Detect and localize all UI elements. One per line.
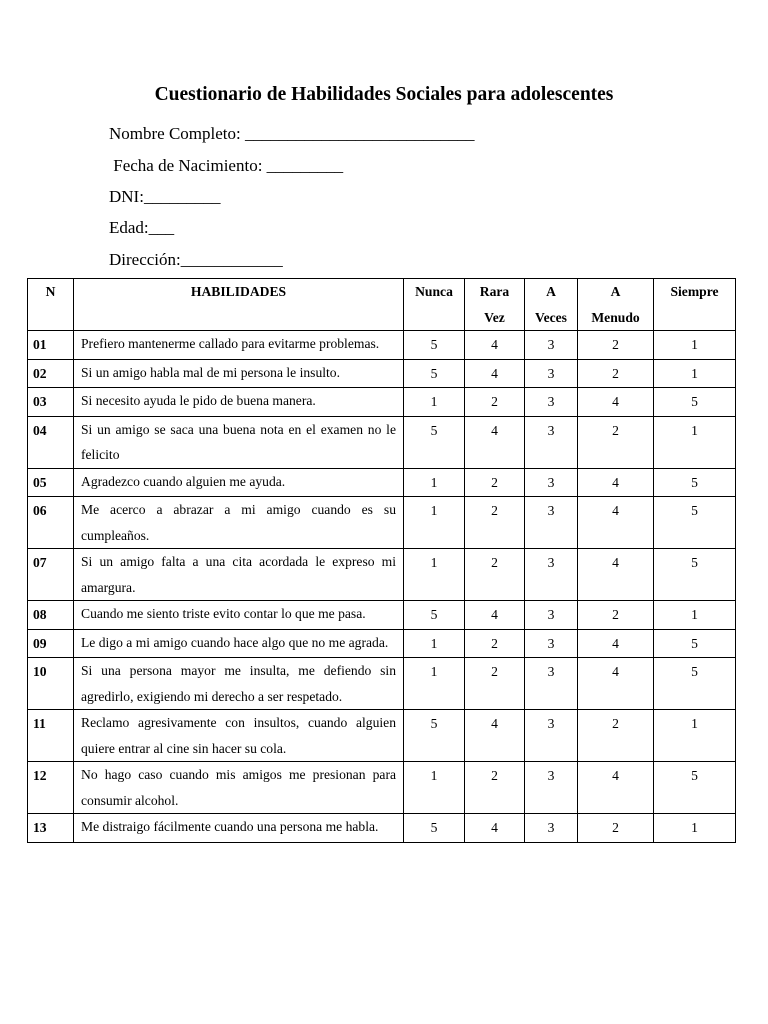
row-number: 04 (28, 416, 74, 468)
row-score-cell[interactable]: 5 (654, 629, 736, 658)
row-score-cell[interactable]: 3 (525, 359, 578, 388)
row-score-cell[interactable]: 2 (465, 629, 525, 658)
header-rara-vez-line2: Vez (484, 309, 505, 325)
row-score-cell[interactable]: 5 (654, 468, 736, 497)
row-habilidad-text: Me acerco a abrazar a mi amigo cuando es su cumpleaños. (74, 497, 404, 549)
row-number: 12 (28, 762, 74, 814)
row-score-cell[interactable]: 4 (578, 468, 654, 497)
row-score-cell[interactable]: 3 (525, 549, 578, 601)
row-number: 02 (28, 359, 74, 388)
table-row (28, 549, 736, 601)
row-score-cell[interactable]: 4 (578, 762, 654, 814)
header-rara-vez (465, 279, 525, 331)
row-habilidad-text: Si necesito ayuda le pido de buena manera. (74, 388, 404, 417)
row-score-cell[interactable]: 2 (578, 331, 654, 360)
row-score-cell[interactable]: 2 (578, 814, 654, 843)
row-score-cell[interactable]: 2 (465, 497, 525, 549)
row-score-cell[interactable]: 5 (404, 416, 465, 468)
row-number: 06 (28, 497, 74, 549)
row-score-cell[interactable]: 1 (404, 658, 465, 710)
row-number: 01 (28, 331, 74, 360)
row-score-cell[interactable]: 2 (578, 710, 654, 762)
row-habilidad-text: Si un amigo falta a una cita acordada le expreso mi amargura. (74, 549, 404, 601)
row-score-cell[interactable]: 4 (465, 814, 525, 843)
table-row (28, 658, 736, 710)
row-score-cell[interactable]: 2 (465, 762, 525, 814)
row-habilidad-text: Si una persona mayor me insulta, me defiendo sin agredirlo, exigiendo mi derecho a ser respetado. (74, 658, 404, 710)
row-score-cell[interactable]: 2 (465, 388, 525, 417)
row-score-cell[interactable]: 4 (465, 601, 525, 630)
row-score-cell[interactable]: 1 (654, 359, 736, 388)
row-score-cell[interactable]: 1 (404, 629, 465, 658)
row-habilidad-text: Agradezco cuando alguien me ayuda. (74, 468, 404, 497)
row-score-cell[interactable]: 1 (654, 416, 736, 468)
row-number: 09 (28, 629, 74, 658)
document-title: Cuestionario de Habilidades Sociales para adolescentes (154, 84, 614, 105)
row-score-cell[interactable]: 2 (465, 549, 525, 601)
row-score-cell[interactable]: 3 (525, 710, 578, 762)
row-score-cell[interactable]: 5 (404, 814, 465, 843)
header-a-veces (525, 279, 578, 331)
table-body (28, 331, 736, 843)
row-score-cell[interactable]: 1 (404, 468, 465, 497)
row-score-cell[interactable]: 1 (404, 388, 465, 417)
row-score-cell[interactable]: 2 (578, 359, 654, 388)
table-row (28, 468, 736, 497)
row-score-cell[interactable]: 1 (654, 814, 736, 843)
row-habilidad-text: Me distraigo fácilmente cuando una persona me habla. (74, 814, 404, 843)
table-row (28, 416, 736, 468)
row-score-cell[interactable]: 2 (465, 468, 525, 497)
header-a-menudo (578, 279, 654, 331)
row-number: 07 (28, 549, 74, 601)
row-score-cell[interactable]: 3 (525, 658, 578, 710)
row-score-cell[interactable]: 5 (404, 359, 465, 388)
row-number: 11 (28, 710, 74, 762)
header-a-menudo-line1: A (610, 284, 621, 299)
row-score-cell[interactable]: 5 (404, 331, 465, 360)
table-row (28, 601, 736, 630)
row-score-cell[interactable]: 4 (578, 388, 654, 417)
row-score-cell[interactable]: 1 (404, 497, 465, 549)
header-habilidades: HABILIDADES (74, 279, 404, 331)
table-row (28, 814, 736, 843)
row-score-cell[interactable]: 1 (654, 601, 736, 630)
fecha-nacimiento-field[interactable]: Fecha de Nacimiento: _________ (109, 156, 344, 175)
table-header-row (28, 279, 736, 331)
row-score-cell[interactable]: 5 (654, 388, 736, 417)
nombre-completo-field[interactable]: Nombre Completo: ___________________________ (109, 124, 475, 143)
table-row (28, 331, 736, 360)
row-score-cell[interactable]: 3 (525, 388, 578, 417)
header-rara-vez-line1: Rara (479, 284, 510, 299)
header-nunca: Nunca (404, 279, 465, 331)
row-score-cell[interactable]: 2 (578, 601, 654, 630)
row-score-cell[interactable]: 3 (525, 814, 578, 843)
row-habilidad-text: No hago caso cuando mis amigos me presionan para consumir alcohol. (74, 762, 404, 814)
table-row (28, 629, 736, 658)
row-habilidad-text: Si un amigo se saca una buena nota en el examen no le felicito (74, 416, 404, 468)
row-score-cell[interactable]: 3 (525, 468, 578, 497)
row-score-cell[interactable]: 5 (404, 601, 465, 630)
dni-field[interactable]: DNI:_________ (109, 187, 221, 206)
row-score-cell[interactable]: 5 (654, 762, 736, 814)
row-score-cell[interactable]: 4 (465, 331, 525, 360)
row-score-cell[interactable]: 2 (578, 416, 654, 468)
row-score-cell[interactable]: 5 (654, 658, 736, 710)
header-a-menudo-line2: Menudo (591, 309, 640, 325)
row-score-cell[interactable]: 3 (525, 497, 578, 549)
row-score-cell[interactable]: 1 (654, 331, 736, 360)
table-row (28, 762, 736, 814)
row-number: 05 (28, 468, 74, 497)
row-habilidad-text: Si un amigo habla mal de mi persona le insulto. (74, 359, 404, 388)
row-score-cell[interactable]: 2 (465, 658, 525, 710)
row-score-cell[interactable]: 5 (654, 497, 736, 549)
row-number: 13 (28, 814, 74, 843)
row-score-cell[interactable]: 1 (404, 549, 465, 601)
row-habilidad-text: Cuando me siento triste evito contar lo que me pasa. (74, 601, 404, 630)
row-score-cell[interactable]: 3 (525, 629, 578, 658)
row-score-cell[interactable]: 3 (525, 331, 578, 360)
table-row (28, 497, 736, 549)
header-a-veces-line2: Veces (535, 309, 567, 325)
row-number: 08 (28, 601, 74, 630)
header-a-veces-line1: A (546, 284, 556, 299)
direccion-field[interactable]: Dirección:____________ (109, 250, 283, 269)
table-row (28, 388, 736, 417)
row-habilidad-text: Le digo a mi amigo cuando hace algo que no me agrada. (74, 629, 404, 658)
row-score-cell[interactable]: 4 (578, 658, 654, 710)
table-row (28, 359, 736, 388)
row-number: 10 (28, 658, 74, 710)
row-score-cell[interactable]: 4 (578, 549, 654, 601)
row-score-cell[interactable]: 4 (465, 416, 525, 468)
row-score-cell[interactable]: 5 (654, 549, 736, 601)
edad-field[interactable]: Edad:___ (109, 218, 175, 237)
row-number: 03 (28, 388, 74, 417)
row-score-cell[interactable]: 4 (465, 359, 525, 388)
header-siempre: Siempre (654, 279, 736, 331)
row-score-cell[interactable]: 3 (525, 762, 578, 814)
row-score-cell[interactable]: 4 (578, 497, 654, 549)
row-score-cell[interactable]: 1 (404, 762, 465, 814)
row-score-cell[interactable]: 3 (525, 416, 578, 468)
row-habilidad-text: Prefiero mantenerme callado para evitarme problemas. (74, 331, 404, 360)
row-score-cell[interactable]: 4 (465, 710, 525, 762)
row-score-cell[interactable]: 4 (578, 629, 654, 658)
habilidades-table (27, 278, 736, 843)
row-score-cell[interactable]: 1 (654, 710, 736, 762)
row-score-cell[interactable]: 5 (404, 710, 465, 762)
header-n: N (28, 279, 74, 331)
table-row (28, 710, 736, 762)
row-score-cell[interactable]: 3 (525, 601, 578, 630)
row-habilidad-text: Reclamo agresivamente con insultos, cuando alguien quiere entrar al cine sin hacer su cola. (74, 710, 404, 762)
